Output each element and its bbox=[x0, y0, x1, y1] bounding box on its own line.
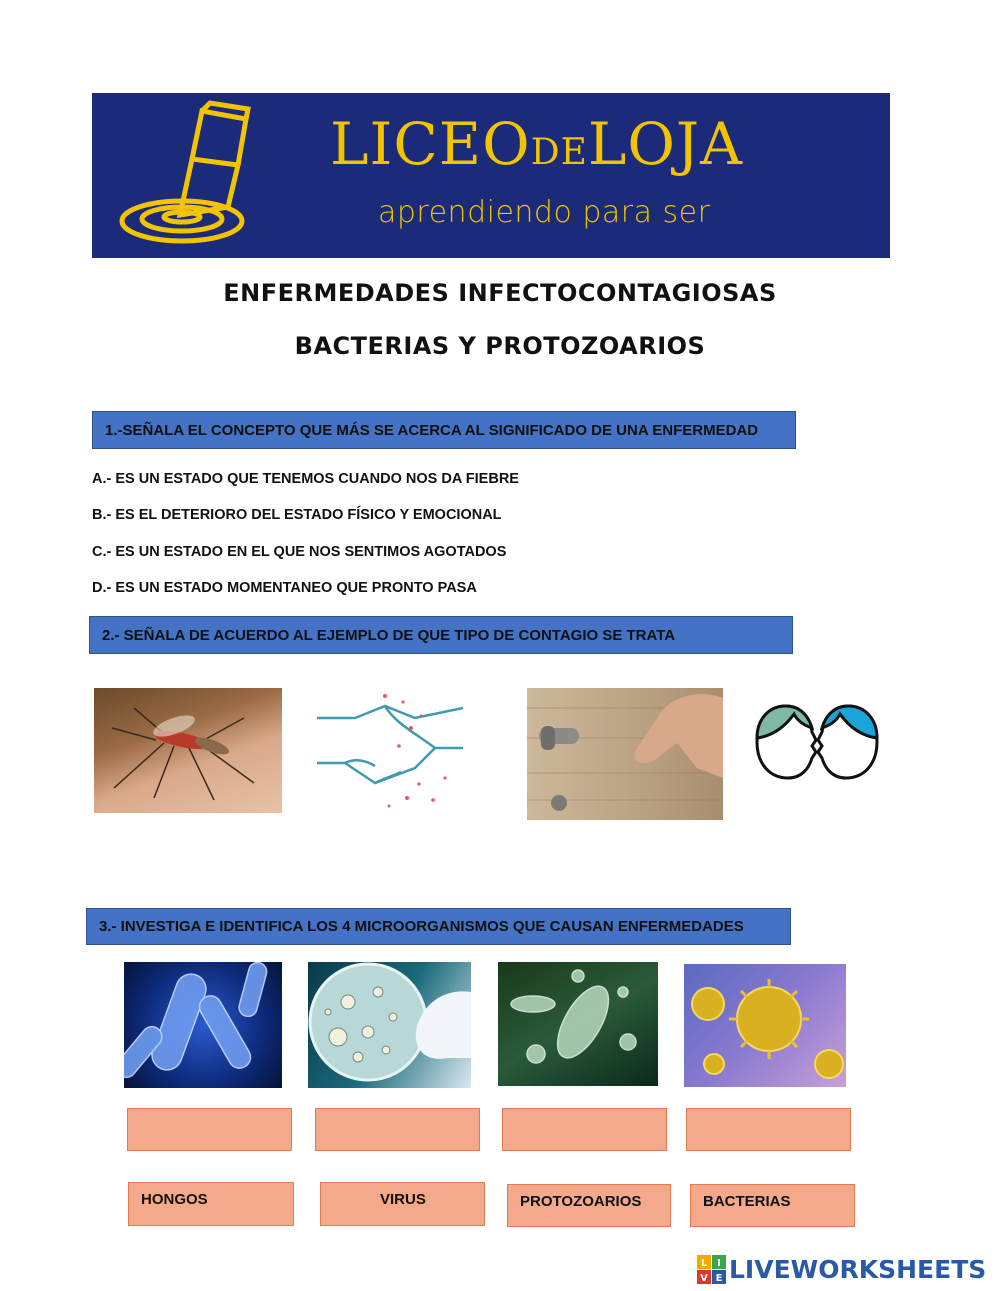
petri-dish-icon bbox=[308, 962, 471, 1088]
answer-box-1[interactable] bbox=[127, 1108, 292, 1151]
protozoa-image bbox=[498, 962, 658, 1086]
page-subtitle: BACTERIAS Y PROTOZOARIOS bbox=[294, 332, 706, 360]
protozoa-icon bbox=[498, 962, 658, 1086]
fungi-petri-dish-image bbox=[308, 962, 471, 1088]
door-handle-photo bbox=[527, 688, 723, 820]
hand-door-icon bbox=[527, 688, 723, 820]
school-motto: aprendiendo para ser bbox=[378, 195, 711, 230]
handshake-icon bbox=[315, 688, 465, 813]
word-bacterias[interactable]: BACTERIAS bbox=[690, 1184, 855, 1227]
option-a[interactable]: A.- ES UN ESTADO QUE TENEMOS CUANDO NOS DA FIEBRE bbox=[92, 471, 519, 487]
word-protozoarios[interactable]: PROTOZOARIOS bbox=[507, 1184, 671, 1227]
option-c[interactable]: C.- ES UN ESTADO EN EL QUE NOS SENTIMOS AGOTADOS bbox=[92, 544, 507, 560]
answer-box-4[interactable] bbox=[686, 1108, 851, 1151]
section3-heading: 3.- INVESTIGA E IDENTIFICA LOS 4 MICROORGANISMOS QUE CAUSAN ENFERMEDADES bbox=[86, 908, 791, 945]
badge-letter-v: V bbox=[700, 1273, 708, 1284]
pencil-target-icon bbox=[110, 99, 260, 249]
liveworksheets-brand: LIVEWORKSHEETS bbox=[729, 1255, 987, 1284]
kiss-icon bbox=[754, 702, 880, 782]
liveworksheets-logo bbox=[697, 1255, 997, 1285]
page-title: ENFERMEDADES INFECTOCONTAGIOSAS bbox=[223, 279, 777, 307]
bacteria-icon bbox=[124, 962, 282, 1088]
badge-letter-l: L bbox=[700, 1258, 708, 1269]
section2-heading: 2.- SEÑALA DE ACUERDO AL EJEMPLO DE QUE TIPO DE CONTAGIO SE TRATA bbox=[89, 616, 793, 654]
bacteria-image bbox=[124, 962, 282, 1088]
mosquito-photo bbox=[94, 688, 282, 813]
school-banner bbox=[92, 93, 890, 258]
handshake-illustration bbox=[315, 688, 465, 813]
section1-heading: 1.-SEÑALA EL CONCEPTO QUE MÁS SE ACERCA AL SIGNIFICADO DE UNA ENFERMEDAD bbox=[92, 411, 796, 449]
virus-icon bbox=[684, 964, 846, 1087]
option-b[interactable]: B.- ES EL DETERIORO DEL ESTADO FÍSICO Y EMOCIONAL bbox=[92, 507, 502, 523]
mosquito-icon bbox=[94, 688, 282, 813]
faces-kissing-icon bbox=[754, 702, 880, 782]
badge-letter-e: E bbox=[715, 1273, 723, 1284]
option-d[interactable]: D.- ES UN ESTADO MOMENTANEO QUE PRONTO PASA bbox=[92, 580, 477, 596]
badge-letter-i: I bbox=[717, 1258, 721, 1269]
word-hongos[interactable]: HONGOS bbox=[128, 1182, 294, 1226]
answer-box-3[interactable] bbox=[502, 1108, 667, 1151]
school-name: LICEODELOJA bbox=[330, 110, 744, 178]
live-badge-icon bbox=[697, 1255, 727, 1285]
answer-box-2[interactable] bbox=[315, 1108, 480, 1151]
word-virus[interactable]: VIRUS bbox=[320, 1182, 485, 1226]
virus-image bbox=[684, 964, 846, 1087]
